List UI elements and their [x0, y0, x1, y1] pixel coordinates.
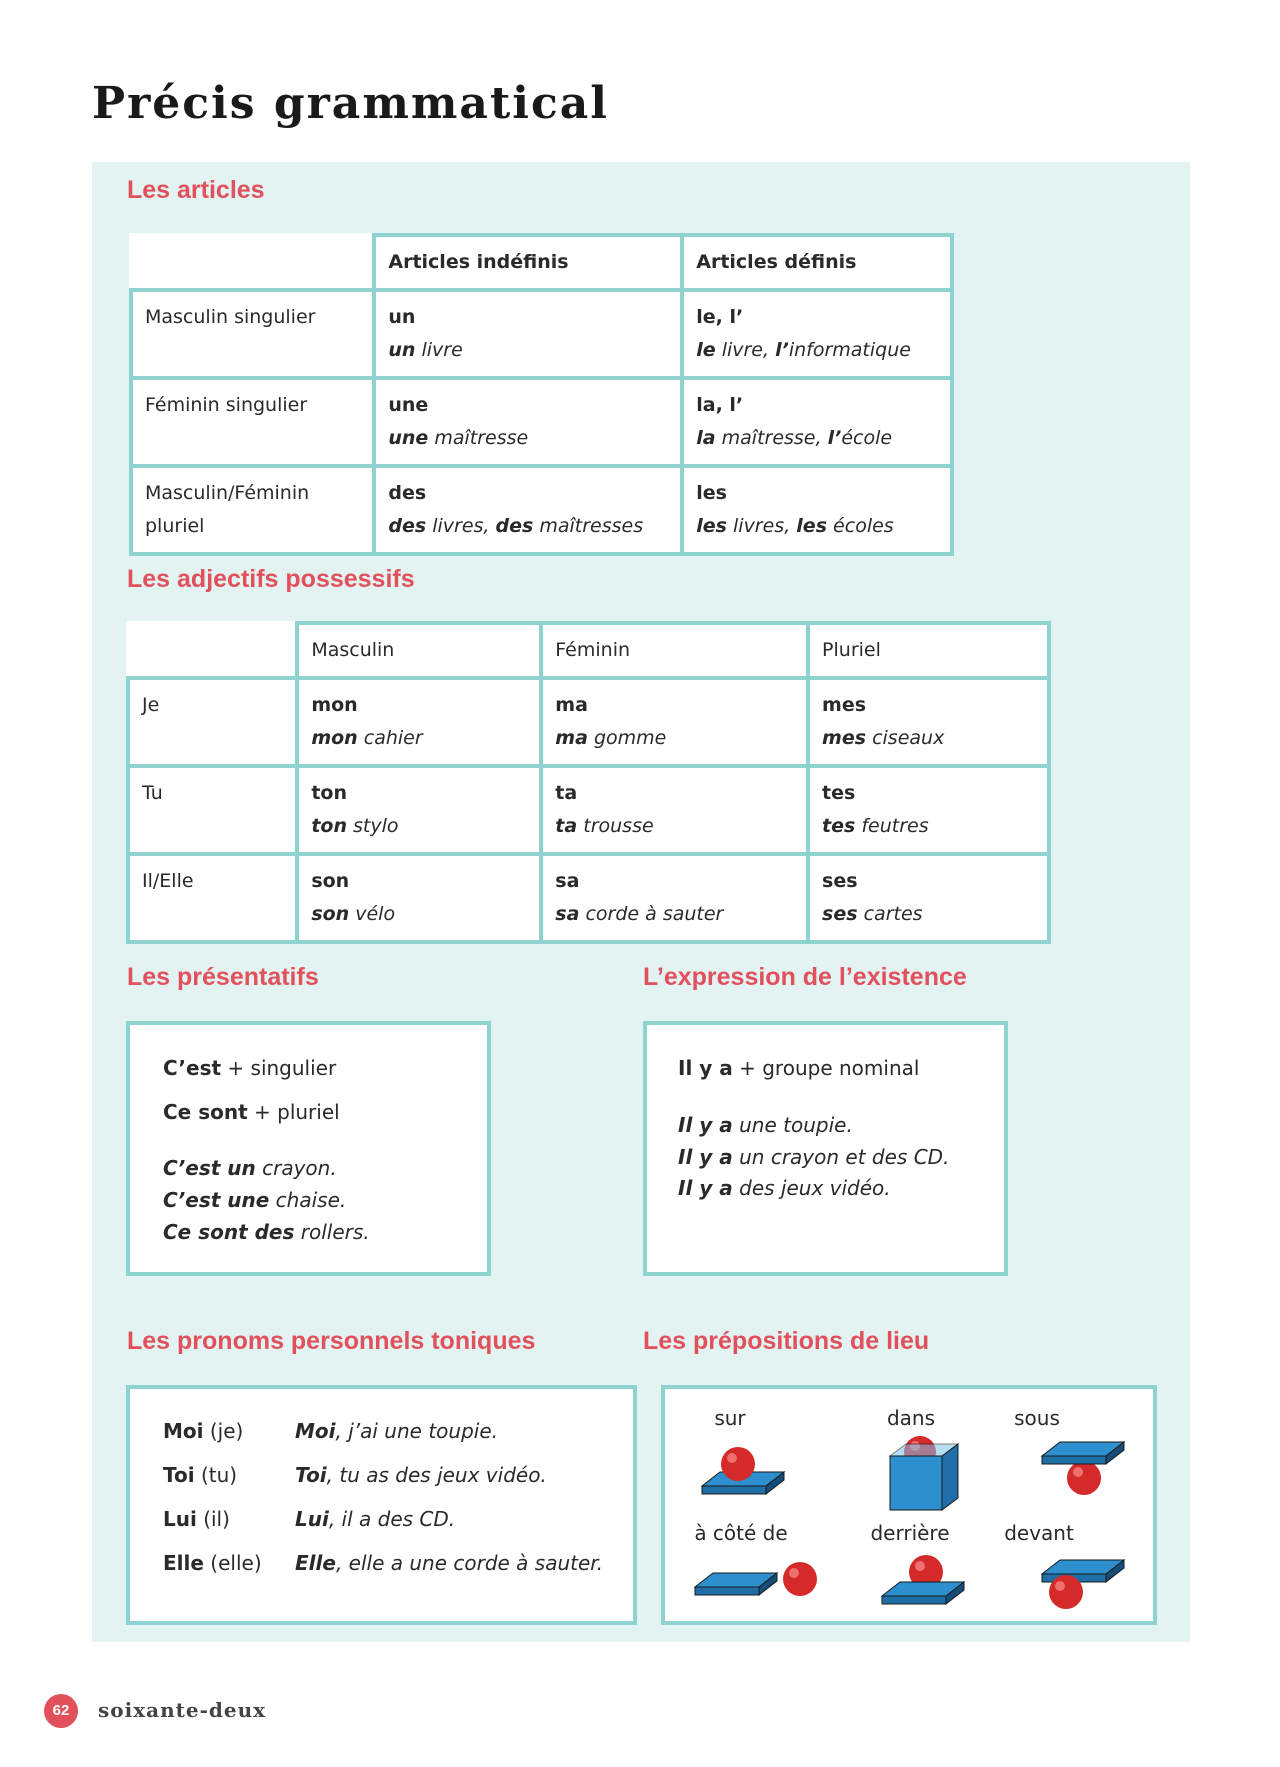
rule-text: + groupe nominal	[732, 1056, 920, 1080]
example-text: corde à sauter	[579, 903, 724, 925]
possessive-example	[555, 722, 794, 755]
ball-on-slab-icon	[700, 1434, 790, 1504]
table-cell	[541, 766, 808, 854]
example-possessive: ton	[311, 815, 347, 837]
pronoun-example	[295, 1507, 455, 1531]
table-cell	[374, 290, 682, 378]
example-text: livre,	[715, 339, 776, 361]
example-article: des	[388, 515, 427, 537]
table-cell	[808, 678, 1049, 766]
article-example	[696, 422, 938, 455]
column-header: Féminin	[541, 623, 808, 678]
example-text: des jeux vidéo.	[732, 1176, 891, 1200]
preposition-label: dans	[886, 1406, 936, 1430]
table-cell	[374, 466, 682, 554]
possessive-form: son	[311, 870, 350, 892]
column-header: Pluriel	[808, 623, 1049, 678]
ball-in-box-icon	[886, 1434, 966, 1514]
row-label: Masculin singulier	[131, 290, 374, 378]
table-cell	[682, 466, 952, 554]
article-example	[388, 334, 668, 367]
table-row	[131, 378, 952, 466]
example-text: cahier	[357, 727, 423, 749]
example-text: trousse	[577, 815, 654, 837]
possessive-form: ta	[555, 782, 578, 804]
example-text: crayon.	[255, 1156, 337, 1180]
possessive-example	[555, 898, 794, 931]
pronoun-row	[163, 1551, 262, 1575]
article-form: la, l’	[696, 394, 744, 416]
example-text: maîtresses	[533, 515, 644, 537]
pronoun-row	[163, 1463, 237, 1487]
keyword: Il y a	[678, 1176, 733, 1200]
table-row	[128, 766, 1049, 854]
table-cell	[682, 290, 952, 378]
table-row	[131, 466, 952, 554]
possessive-example	[311, 810, 527, 843]
rule-line	[163, 1056, 336, 1080]
keyword: Ce sont	[163, 1100, 248, 1124]
empty-header-cell	[128, 623, 297, 678]
ball-beside-slab-icon	[693, 1549, 823, 1609]
example-text: livre	[415, 339, 463, 361]
rule-line	[163, 1100, 340, 1124]
column-header: Masculin	[297, 623, 541, 678]
keyword: Il y a	[678, 1056, 733, 1080]
preposition-label: à côté de	[694, 1521, 788, 1545]
ball-behind-slab-icon	[880, 1544, 970, 1614]
table-cell	[374, 378, 682, 466]
preposition-label: sur	[714, 1406, 746, 1430]
example-text: , tu as des jeux vidéo.	[326, 1463, 547, 1487]
keyword: Moi	[295, 1419, 336, 1443]
possessive-example	[311, 722, 527, 755]
example-text: livres,	[426, 515, 496, 537]
example-text: un crayon et des CD.	[732, 1145, 950, 1169]
pronoun: Elle	[163, 1551, 204, 1575]
empty-header-cell	[131, 235, 374, 290]
example-text: écoles	[827, 515, 894, 537]
example-article: l’	[827, 427, 842, 449]
pronoun: Toi	[163, 1463, 195, 1487]
possessive-form: ses	[822, 870, 858, 892]
possessive-form: ton	[311, 782, 347, 804]
article-form: le, l’	[696, 306, 744, 328]
example-text: , il a des CD.	[328, 1507, 456, 1531]
article-form: les	[696, 482, 727, 504]
example-article: les	[796, 515, 828, 537]
example-text: informatique	[788, 339, 911, 361]
pronoun-subject: (tu)	[194, 1463, 238, 1487]
keyword: Lui	[295, 1507, 329, 1531]
pronoun: Lui	[163, 1507, 197, 1531]
table-cell	[541, 854, 808, 942]
table-cell	[541, 678, 808, 766]
example-possessive: sa	[555, 903, 580, 925]
row-label: Il/Elle	[128, 854, 297, 942]
section-title-prepositions: Les prépositions de lieu	[643, 1327, 930, 1355]
table-row	[128, 623, 1049, 678]
example-line	[678, 1145, 949, 1169]
keyword: C’est une	[163, 1188, 270, 1212]
table-row	[128, 854, 1049, 942]
keyword: Il y a	[678, 1145, 733, 1169]
example-article: les	[696, 515, 727, 537]
row-label: Masculin/Féminin pluriel	[131, 466, 374, 554]
possessive-example	[822, 722, 1035, 755]
possessifs-table	[126, 621, 1051, 944]
example-text: livres,	[726, 515, 797, 537]
example-possessive: ses	[822, 903, 858, 925]
section-title-toniques: Les pronoms personnels toniques	[127, 1327, 536, 1355]
example-possessive: ma	[555, 727, 588, 749]
example-text: stylo	[346, 815, 399, 837]
article-example	[388, 422, 668, 455]
example-possessive: mes	[822, 727, 867, 749]
example-text: ciseaux	[866, 727, 945, 749]
table-row	[131, 235, 952, 290]
pronoun-row	[163, 1419, 243, 1443]
example-text: maîtresse	[428, 427, 529, 449]
page-number-words: soixante-deux	[98, 1698, 267, 1722]
column-header: Articles définis	[682, 235, 952, 290]
example-line	[678, 1176, 891, 1200]
possessive-example	[822, 810, 1035, 843]
preposition-label: derrière	[870, 1521, 950, 1545]
pronoun-subject: (elle)	[203, 1551, 262, 1575]
example-text: rollers.	[294, 1220, 370, 1244]
example-line	[163, 1188, 346, 1212]
keyword: C’est	[163, 1056, 222, 1080]
table-cell	[808, 854, 1049, 942]
articles-table	[129, 233, 954, 556]
keyword: Toi	[295, 1463, 327, 1487]
pronoun-subject: (je)	[203, 1419, 244, 1443]
example-text: feutres	[855, 815, 929, 837]
keyword: Il y a	[678, 1113, 733, 1137]
ball-under-slab-icon	[1040, 1434, 1130, 1514]
pronoun-subject: (il)	[196, 1507, 230, 1531]
table-cell	[297, 678, 541, 766]
example-article: l’	[775, 339, 789, 361]
table-row	[131, 290, 952, 378]
keyword: Ce sont des	[163, 1220, 295, 1244]
section-title-presentatifs: Les présentatifs	[127, 963, 319, 991]
article-form: des	[388, 482, 427, 504]
preposition-label: sous	[1014, 1406, 1060, 1430]
example-article: la	[696, 427, 716, 449]
row-label: Je	[128, 678, 297, 766]
example-article: des	[495, 515, 534, 537]
existence-box	[643, 1021, 1008, 1276]
example-possessive: ta	[555, 815, 578, 837]
table-cell	[808, 766, 1049, 854]
example-article: un	[388, 339, 416, 361]
example-text: , j’ai une toupie.	[335, 1419, 498, 1443]
example-text: gomme	[587, 727, 667, 749]
possessive-form: mon	[311, 694, 358, 716]
example-line	[163, 1156, 337, 1180]
pronoun-row	[163, 1507, 230, 1531]
keyword: Elle	[295, 1551, 336, 1575]
page-title: Précis grammatical	[92, 78, 609, 129]
example-possessive: son	[311, 903, 350, 925]
possessive-form: sa	[555, 870, 580, 892]
example-article: le	[696, 339, 716, 361]
rule-text: + pluriel	[247, 1100, 340, 1124]
possessive-example	[555, 810, 794, 843]
presentatifs-box	[126, 1021, 491, 1276]
column-header: Articles indéfinis	[374, 235, 682, 290]
example-possessive: mon	[311, 727, 358, 749]
possessive-example	[311, 898, 527, 931]
table-cell	[682, 378, 952, 466]
pronoun-example	[295, 1551, 603, 1575]
article-example	[388, 510, 668, 543]
row-label: Tu	[128, 766, 297, 854]
example-text: une toupie.	[732, 1113, 853, 1137]
row-label: Féminin singulier	[131, 378, 374, 466]
example-possessive: tes	[822, 815, 856, 837]
example-text: cartes	[857, 903, 923, 925]
possessive-form: mes	[822, 694, 867, 716]
page-number-badge: 62	[44, 1694, 78, 1728]
section-title-articles: Les articles	[127, 176, 265, 204]
possessive-form: tes	[822, 782, 856, 804]
article-example	[696, 510, 938, 543]
ball-in-front-of-slab-icon	[1040, 1544, 1130, 1619]
article-form: une	[388, 394, 429, 416]
pronoun-example	[295, 1419, 498, 1443]
example-text: chaise.	[269, 1188, 347, 1212]
example-article: une	[388, 427, 429, 449]
example-text: , elle a une corde à sauter.	[335, 1551, 604, 1575]
section-title-existence: L’expression de l’existence	[643, 963, 967, 991]
possessive-form: ma	[555, 694, 588, 716]
section-title-possessifs: Les adjectifs possessifs	[127, 565, 415, 593]
article-example	[696, 334, 938, 367]
table-row	[128, 678, 1049, 766]
table-cell	[297, 854, 541, 942]
table-cell	[297, 766, 541, 854]
pronoun: Moi	[163, 1419, 204, 1443]
keyword: C’est un	[163, 1156, 256, 1180]
example-text: maîtresse,	[715, 427, 828, 449]
toniques-box	[126, 1385, 637, 1625]
article-form: un	[388, 306, 416, 328]
rule-text: + singulier	[221, 1056, 337, 1080]
prepositions-box	[661, 1385, 1157, 1625]
preposition-label: devant	[1004, 1521, 1074, 1545]
example-line	[678, 1113, 853, 1137]
example-line	[163, 1220, 370, 1244]
rule-line	[678, 1056, 919, 1080]
possessive-example	[822, 898, 1035, 931]
example-text: vélo	[349, 903, 396, 925]
pronoun-example	[295, 1463, 547, 1487]
example-text: école	[841, 427, 893, 449]
